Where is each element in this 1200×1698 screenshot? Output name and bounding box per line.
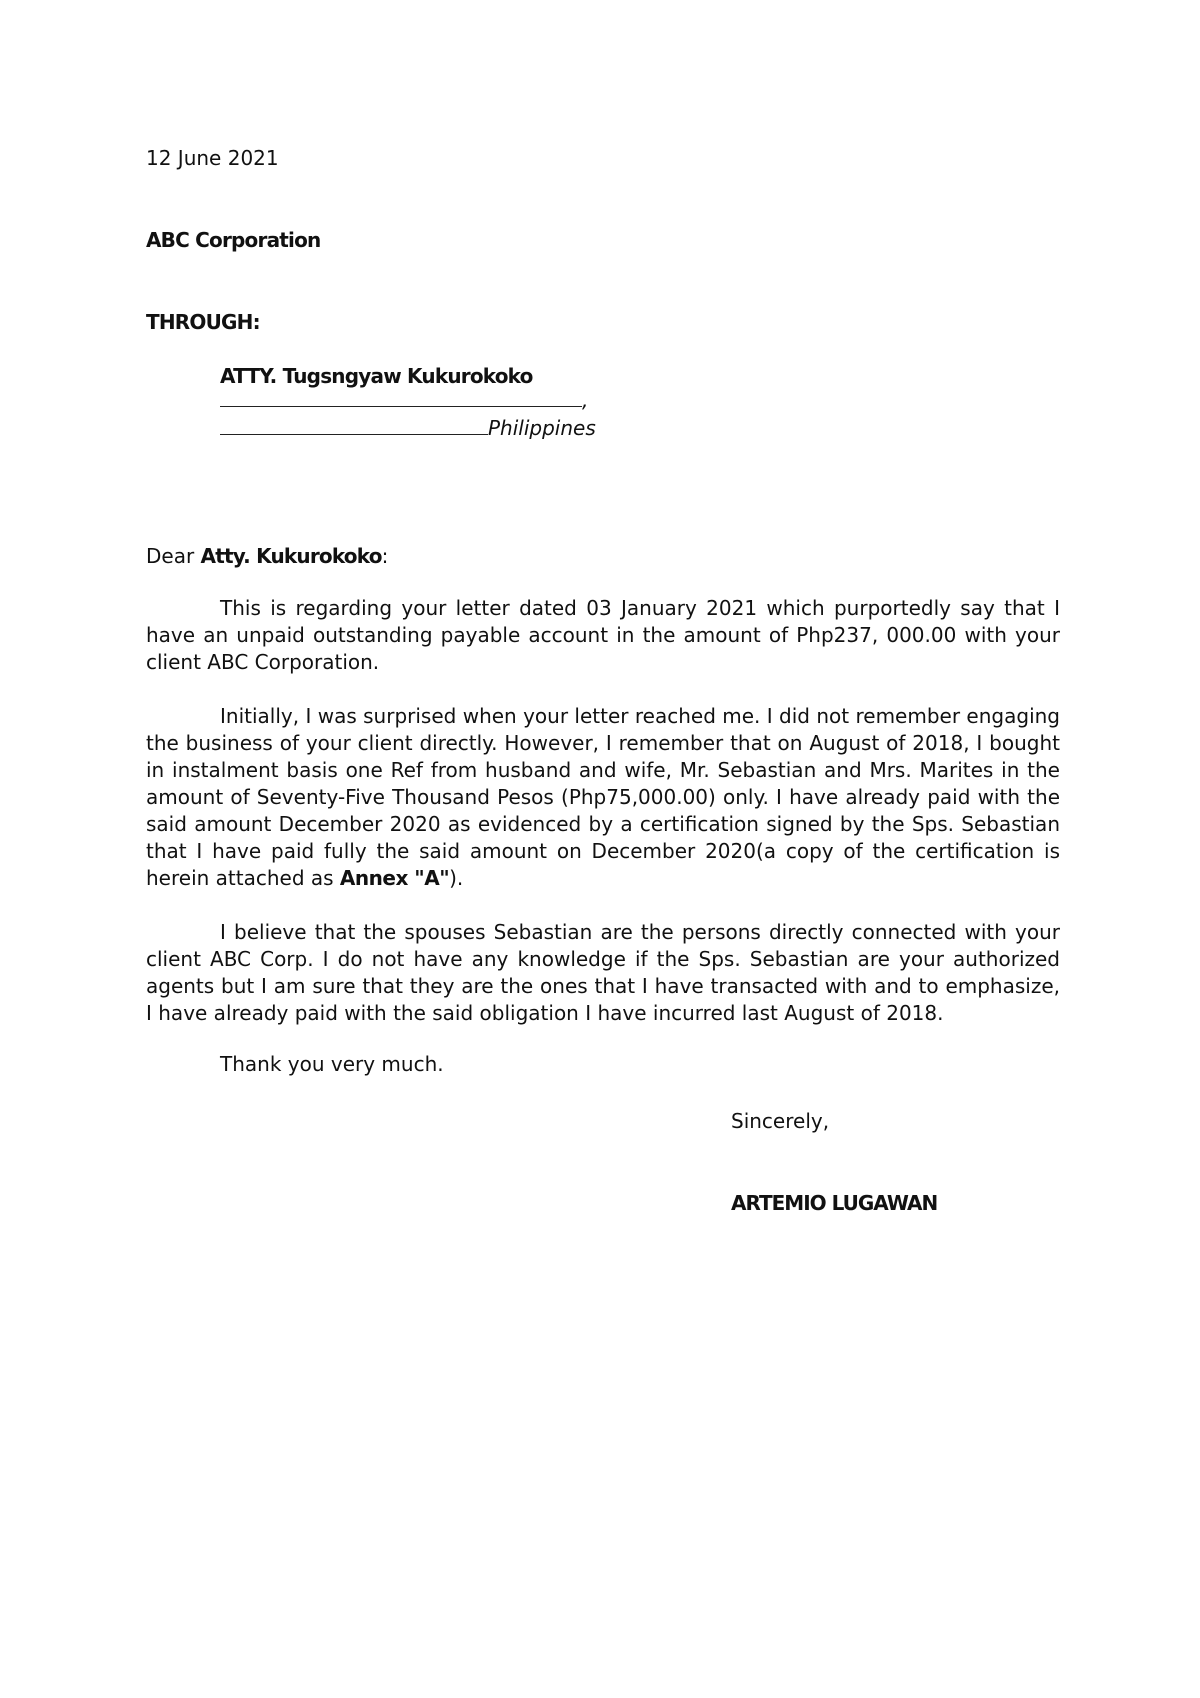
annex-reference: Annex "A" bbox=[339, 866, 450, 890]
thanks-line: Thank you very much. bbox=[220, 1052, 444, 1076]
address-blank-1 bbox=[220, 390, 582, 407]
letter-date: 12 June 2021 bbox=[146, 146, 279, 170]
paragraph-2-text: Initially, I was surprised when your letter reached me. I did not remember engaging the business of your client directly. However, I remember that on August of 2018, I bought in instalment basis one Ref from husband and wife, Mr. Sebastian and Mrs. Marites in the amount of Seventy-Five Thousand Pesos (Php75,000.00) only. I have already paid with the said amount December 2020 as evidenced by a certification signed by the Sps. Sebastian that I have paid fully the said amount on December 2020(a copy of the certification is herein attached as bbox=[146, 704, 1060, 890]
salutation-suffix: : bbox=[381, 544, 389, 568]
recipient-name: ABC Corporation bbox=[146, 228, 321, 252]
salutation-prefix: Dear bbox=[146, 544, 201, 568]
address-country: Philippines bbox=[488, 416, 596, 440]
body-paragraph-2 bbox=[146, 703, 1060, 892]
through-label: THROUGH: bbox=[146, 310, 260, 334]
closing-line: Sincerely, bbox=[731, 1109, 830, 1133]
body-paragraph-1: This is regarding your letter dated 03 January 2021 which purportedly say that I have an unpaid outstanding payable account in the amount of Php237, 000.00 with your client ABC Corporation. bbox=[146, 596, 1060, 674]
address-blank-2 bbox=[220, 418, 488, 435]
body-paragraph-3: I believe that the spouses Sebastian are the persons directly connected with your client ABC Corp. I do not have any knowledge if the Sps. Sebastian are your authorized agents but I am sure that they are the ones that I have transacted with and to emphasize, I have already paid with the said obligation I have incurred last August of 2018. bbox=[146, 920, 1060, 1025]
attorney-name: ATTY. Tugsngyaw Kukurokoko bbox=[220, 364, 533, 388]
signer-name: ARTEMIO LUGAWAN bbox=[731, 1191, 938, 1215]
paragraph-2-end: ). bbox=[449, 866, 464, 890]
address-line-2 bbox=[220, 416, 596, 440]
address-line-1 bbox=[220, 388, 588, 412]
salutation-name: Atty. Kukurokoko bbox=[200, 544, 382, 568]
address-line-1-suffix: , bbox=[582, 388, 589, 412]
salutation bbox=[146, 544, 1060, 568]
